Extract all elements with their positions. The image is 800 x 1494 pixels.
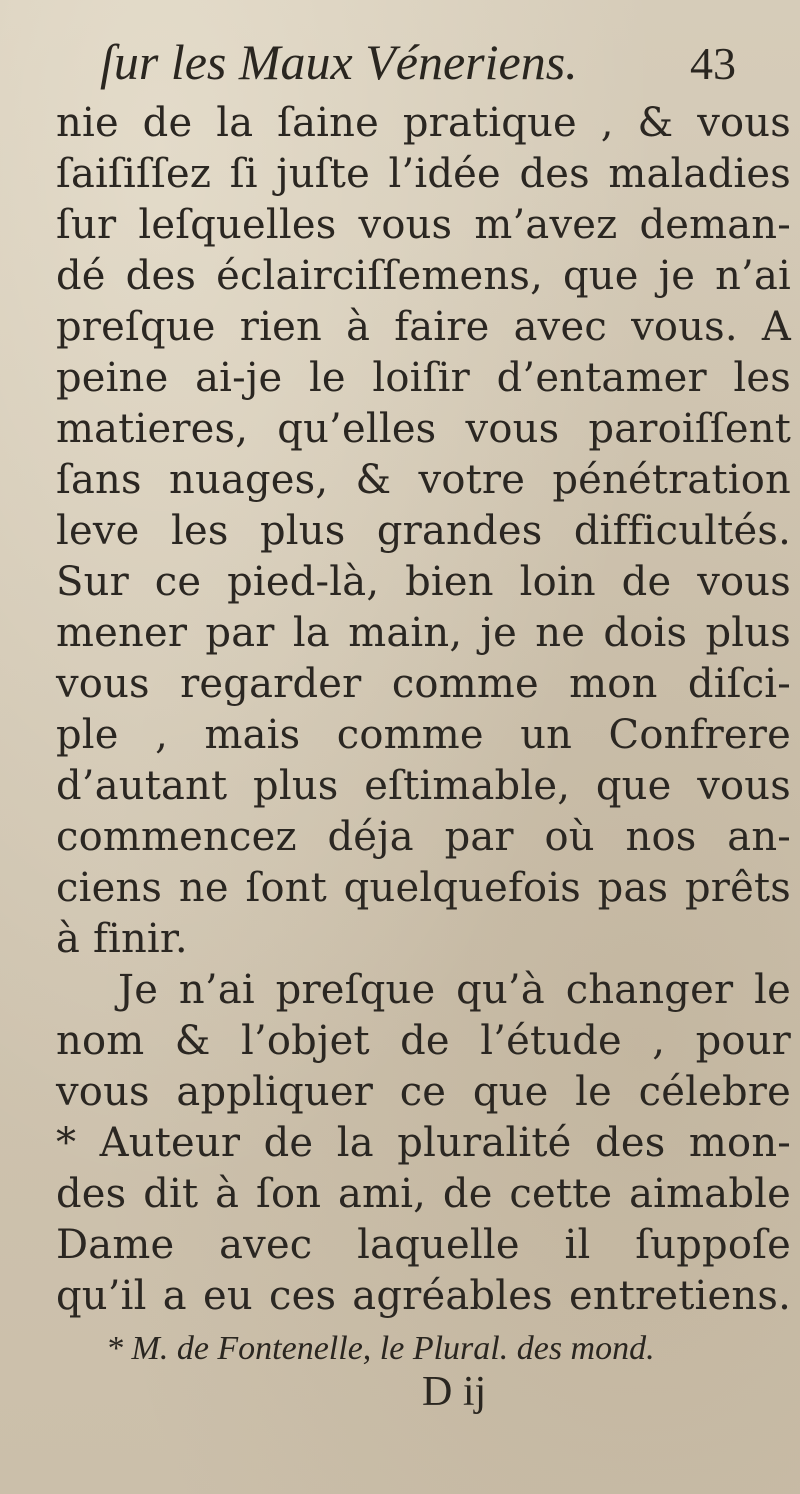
text-line: nie de la ſaine pratique , & vous xyxy=(56,100,791,146)
text-line: ſaiſiſſez ſi juſte l’idée des maladies xyxy=(56,151,791,197)
text-line: preſque rien à faire avec vous. A xyxy=(56,304,791,350)
page-number: 43 xyxy=(690,38,736,89)
body-text xyxy=(56,98,791,1322)
text-line: ſur leſquelles vous m’avez deman- xyxy=(56,202,791,248)
text-line: Sur ce pied-là, bien loin de vous xyxy=(56,559,791,605)
text-line: matieres, qu’elles vous paroiſſent xyxy=(56,406,791,452)
text-line: ple , mais comme un Confrere xyxy=(56,712,791,758)
text-line: commencez déja par où nos an- xyxy=(56,814,791,860)
text-line: vous appliquer ce que le célebre xyxy=(56,1069,791,1115)
text-line: qu’il a eu ces agréables entretiens. xyxy=(56,1273,791,1319)
running-head xyxy=(0,34,800,90)
text-line: Dame avec laquelle il ſuppoſe xyxy=(56,1222,791,1268)
text-line: ſans nuages, & votre pénétration xyxy=(56,457,791,503)
running-title: ſur les Maux Véneriens. xyxy=(100,34,578,90)
text-line: * Auteur de la pluralité des mon- xyxy=(56,1120,791,1166)
text-line-paragraph-end: à finir. xyxy=(56,916,188,962)
text-line: dé des éclairciſſemens, que je n’ai xyxy=(56,253,791,299)
text-line: mener par la main, je ne dois plus xyxy=(56,610,791,656)
text-line-paragraph-start: Je n’ai preſque qu’à changer le xyxy=(118,967,791,1013)
text-line: vous regarder comme mon diſci- xyxy=(56,661,791,707)
text-line: des dit à ſon ami, de cette aimable xyxy=(56,1171,791,1217)
text-line: nom & l’objet de l’étude , pour xyxy=(56,1018,791,1064)
signature-mark: D ij xyxy=(422,1369,487,1415)
text-line: ciens ne ſont quelquefois pas prêts xyxy=(56,865,791,911)
text-line: leve les plus grandes difficultés. xyxy=(56,508,791,554)
footnote: * M. de Fontenelle, le Plural. des mond. xyxy=(106,1330,655,1367)
text-line: d’autant plus eſtimable, que vous xyxy=(56,763,791,809)
text-line: peine ai-je le loiſir d’entamer les xyxy=(56,355,791,401)
